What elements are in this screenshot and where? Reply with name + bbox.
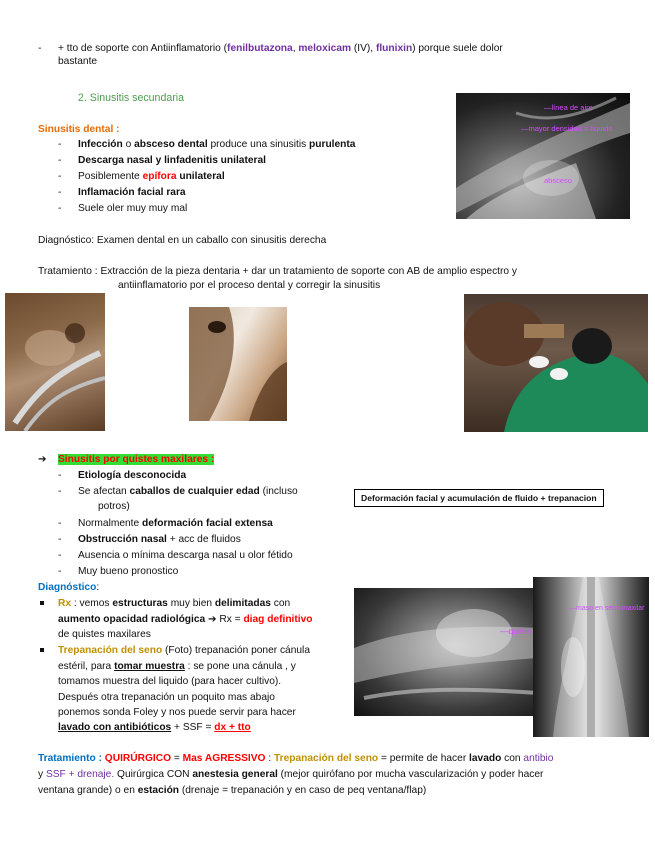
square-bullet-trep (40, 648, 44, 652)
dental-item-1-b1: Infección (78, 139, 123, 150)
xray-label-linea-aire: —línea de aire (544, 103, 593, 112)
trep-line2-t1: estéril, para (58, 661, 115, 672)
top-bullet-dash: - (38, 43, 42, 54)
quistes-title (58, 453, 214, 466)
quistes-arrow: ➔ (38, 454, 47, 465)
section-heading-secundaria: 2. Sinusitis secundaria (78, 92, 184, 104)
quistes-item-2-b: caballos de cualquier edad (129, 486, 260, 497)
quistes-item-3 (78, 517, 273, 530)
dental-item-1-t1: o (122, 139, 135, 150)
quistes-diag-title (38, 581, 99, 594)
photo-dental-procedure (464, 294, 648, 432)
final-l3-t2: (drenaje = trepanación y en caso de peq ventana/flap) (179, 785, 427, 796)
quistes-diag-title-text: Diagnóstico (38, 582, 97, 593)
rx-line1 (58, 597, 290, 610)
final-l2-t1: Quirúrgica CON (114, 769, 193, 780)
xray-label-absceso: absceso (544, 176, 572, 185)
quistes-item-2-t1: Se afectan (78, 486, 130, 497)
quistes-dash-1: - (58, 470, 62, 481)
final-tratamiento-line3 (38, 784, 426, 797)
xray-quiste-dorsoventral (533, 577, 649, 737)
xray-quiste-lateral-drawing (354, 588, 538, 716)
rx-b2: delimitadas (214, 598, 271, 609)
quistes-dash-5: - (58, 550, 62, 561)
top-text-post: ) porque suele dolor (412, 43, 503, 54)
xray-dental-drawing (456, 93, 630, 219)
rx-t2: muy bien (167, 598, 215, 609)
trep-line2-t2: : se pone una cánula , y (184, 661, 296, 672)
quistes-diag-colon: : (96, 582, 100, 593)
trep-label: Trepanación del seno (58, 645, 163, 656)
final-l2-y: y (38, 769, 46, 780)
drug-flunixin: flunixin (375, 43, 413, 54)
rx-label: Rx (58, 598, 72, 609)
dental-item-3-t1: Posiblemente (78, 171, 143, 182)
quistes-dash-4: - (58, 534, 62, 545)
final-t-trepanacion: Trepanación del seno (273, 753, 379, 764)
trep-line3: tomamos muestra del liquido (para hacer cultivo). (58, 676, 282, 687)
photo-dental-procedure-drawing (464, 294, 648, 432)
quistes-item-1: Etiología desconocida (78, 470, 187, 481)
photo-dental-extraction (5, 293, 105, 431)
final-t-antibio: antibio (523, 753, 554, 764)
trep-line2 (58, 660, 296, 673)
trep-line6-t: + SSF = (171, 722, 215, 733)
final-t-p2: con (501, 753, 524, 764)
final-l2-t2: (mejor quirófano por mucha vascularización y poder hacer (277, 769, 544, 780)
photo-horse-face-drawing (189, 307, 287, 421)
rx-t3: con (270, 598, 291, 609)
dental-item-2: Descarga nasal y linfadenitis unilateral (78, 155, 266, 166)
dental-bullet-dash-3: - (58, 171, 62, 182)
dental-bullet-dash-4: - (58, 187, 62, 198)
trep-line6 (58, 721, 251, 734)
rx-line2-t: ➔ Rx = (205, 614, 244, 625)
final-t-label: Tratamiento : (38, 753, 105, 764)
quistes-item-2 (78, 485, 298, 498)
final-l3-t1: ventana grande) o en (38, 785, 138, 796)
caption-box-deformacion: Deformación facial y acumulación de fluido + trepanacion (354, 489, 604, 507)
final-t-eq: = (171, 753, 183, 764)
trep-line4: Después otra trepanación un poquito mas abajo (58, 692, 275, 703)
final-tratamiento-line1 (38, 752, 553, 765)
dental-item-3 (78, 170, 225, 183)
top-sep: , (292, 43, 299, 54)
quistes-item-4 (78, 533, 241, 546)
dental-item-5: Suele oler muy muy mal (78, 203, 188, 214)
quistes-item-2-t2: (incluso (259, 486, 298, 497)
final-l3-estacion: estación (137, 785, 180, 796)
quistes-title-text: Sinusitis por quistes maxilares : (58, 454, 215, 465)
final-t-lavado: lavado (469, 753, 502, 764)
drug-meloxicam: meloxicam (298, 43, 352, 54)
xray-label-mayor-densidad: —mayor densidad = líquido (521, 124, 613, 133)
dental-item-1-t2: produce una sinusitis (207, 139, 310, 150)
quistes-item-4-t: + acc de fluidos (166, 534, 241, 545)
final-t-colon: : (265, 753, 274, 764)
rx-line2-diag-definitivo: diag definitivo (243, 614, 313, 625)
xray-dental-image (456, 93, 630, 219)
dental-tratamiento-line1: Tratamiento : Extracción de la pieza dentaria + dar un tratamiento de soporte con AB de amplio espectro y (38, 266, 517, 277)
trep-line6-dx-tto: dx + tto (214, 722, 251, 733)
xray-label-maso-seno: —maso en seno maxilar (569, 605, 645, 612)
dental-item-1 (78, 138, 355, 151)
top-text-pre: + tto de soporte con Antiinflamatorio ( (58, 43, 228, 54)
xray-label-quista: —quista (500, 626, 532, 636)
trep-line1 (58, 644, 310, 657)
quistes-item-3-b: deformación facial extensa (141, 518, 273, 529)
photo-horse-face (189, 307, 287, 421)
top-text-mid: (IV), (351, 43, 376, 54)
dental-bullet-dash-5: - (58, 203, 62, 214)
final-tratamiento-line2 (38, 768, 543, 781)
final-t-agresivo: Mas AGRESSIVO (182, 753, 266, 764)
final-l2-ssf: SSF + drenaje. (45, 769, 115, 780)
top-bullet-line2: bastante (58, 56, 98, 67)
quistes-item-5: Ausencia o mínima descarga nasal u olor fétido (78, 550, 293, 561)
trep-line1-t: (Foto) trepanación poner cánula (162, 645, 310, 656)
final-t-quirurgico: QUIRÚRGICO (104, 753, 172, 764)
rx-b1: estructuras (112, 598, 168, 609)
dental-item-1-b2: absceso dental (134, 139, 208, 150)
dental-item-3-b: unilateral (176, 171, 225, 182)
final-t-p1: = permite de hacer (378, 753, 470, 764)
trep-line6-lavado: lavado con antibióticos (58, 722, 172, 733)
dental-tratamiento-line2: antiinflamatorio por el proceso dental y corregir la sinusitis (118, 280, 381, 291)
dental-diagnostico: Diagnóstico: Examen dental en un caballo con sinusitis derecha (38, 235, 327, 246)
rx-line3: de quistes maxilares (58, 629, 151, 640)
xray-quiste-lateral (354, 588, 538, 716)
quistes-item-6: Muy bueno pronostico (78, 566, 179, 577)
dental-item-3-epifora: epífora (142, 171, 177, 182)
trep-line5: ponemos sonda Foley y nos puede servir para hacer (58, 707, 296, 718)
rx-t1: : vemos (71, 598, 113, 609)
quistes-dash-6: - (58, 566, 62, 577)
rx-line2-b: aumento opacidad radiológica (58, 614, 206, 625)
quistes-item-4-b: Obstrucción nasal (78, 534, 167, 545)
quistes-dash-3: - (58, 518, 62, 529)
quistes-item-2-line2: potros) (98, 501, 130, 512)
trep-line2-tomar-muestra: tomar muestra (114, 661, 185, 672)
top-bullet-text (58, 42, 503, 55)
dental-bullet-dash-1: - (58, 139, 62, 150)
dental-item-4: Inflamación facial rara (78, 187, 186, 198)
quistes-dash-2: - (58, 486, 62, 497)
drug-fenilbutazona: fenilbutazona (227, 43, 293, 54)
xray-quiste-dorsoventral-drawing (533, 577, 649, 737)
quistes-item-3-t1: Normalmente (78, 518, 142, 529)
final-l2-anestesia: anestesia general (192, 769, 278, 780)
photo-dental-extraction-drawing (5, 293, 105, 431)
dental-item-1-b3: purulenta (309, 139, 356, 150)
dental-bullet-dash-2: - (58, 155, 62, 166)
dental-title: Sinusitis dental : (38, 124, 120, 135)
rx-line2 (58, 613, 313, 626)
square-bullet-rx (40, 601, 44, 605)
